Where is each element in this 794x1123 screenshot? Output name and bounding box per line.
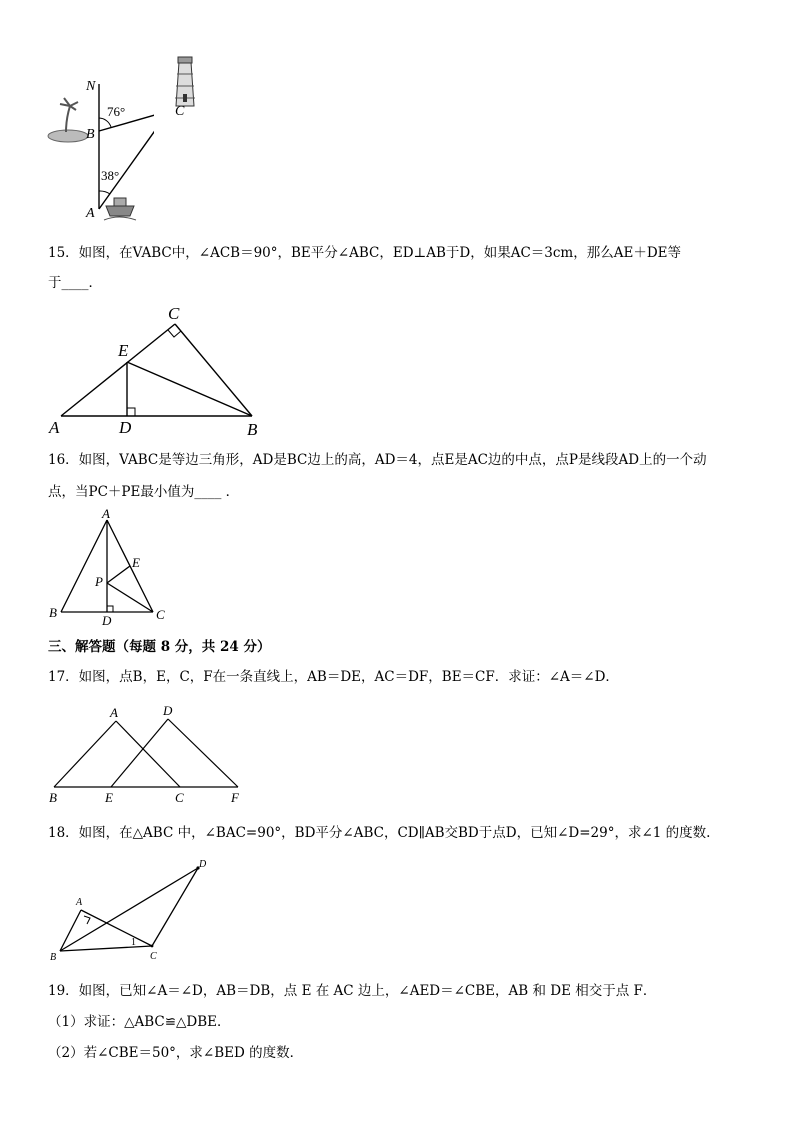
q17-label-f: F <box>231 790 239 805</box>
fig14-label-a: A <box>86 206 95 221</box>
q18-label-1: 1 <box>131 937 136 948</box>
q15-text-line2: 于____． <box>48 275 102 291</box>
q19-text-line3: （2）若∠CBE＝50°，求∠BED 的度数． <box>48 1045 304 1061</box>
q16-label-d: D <box>102 613 112 628</box>
q16-text-line2: 点，当PC＋PE最小值为____ ． <box>48 484 240 500</box>
q15-diagram <box>46 302 276 440</box>
q18-text-line1: 18．如图，在△ABC 中，∠BAC=90°，BD平分∠ABC，CD∥AB交BD于点D，已知∠D=29°，求∠1 的度数. <box>48 825 711 841</box>
q17-label-e: E <box>105 790 113 805</box>
fig14-diagram <box>44 54 154 226</box>
q18-label-c: C <box>150 951 157 962</box>
q15-label-c: C <box>168 304 180 323</box>
q15-text-line1: 15．如图，在VABC中，∠ACB＝90°，BE平分∠ABC，ED⊥AB于D，如果AC＝3cm，那么AE＋DE等 <box>48 245 682 261</box>
lighthouse-icon <box>170 54 200 108</box>
section-3-heading: 三、解答题（每题 8 分，共 24 分） <box>48 639 271 655</box>
island-icon <box>48 98 88 142</box>
q17-label-b: B <box>49 790 57 805</box>
q17-label-d: D <box>163 703 173 718</box>
q16-label-e: E <box>132 555 140 570</box>
fig14-label-b: B <box>86 127 95 142</box>
q19-text-line1: 19．如图，已知∠A＝∠D，AB＝DB，点 E 在 AC 边上，∠AED＝∠CBE，AB 和 DE 相交于点 F． <box>48 983 657 999</box>
fig14-angle-38: 38° <box>101 168 120 183</box>
q18-label-a: A <box>76 897 83 908</box>
q15-label-d: D <box>119 418 132 437</box>
q15-label-e: E <box>118 341 129 360</box>
q15-label-a: A <box>49 418 60 437</box>
q16-label-c: C <box>156 607 165 622</box>
q16-text-line1: 16．如图，VABC是等边三角形，AD是BC边上的高，AD＝4，点E是AC边的中点，点P是线段AD上的一个动 <box>48 452 707 468</box>
q16-label-a: A <box>102 506 110 521</box>
q15-label-b: B <box>247 420 258 439</box>
q16-label-p: P <box>95 574 103 589</box>
q17-text-line1: 17．如图，点B，E，C，F在一条直线上，AB＝DE，AC＝DF，BE＝CF．求证：∠A＝∠D． <box>48 669 619 685</box>
q17-label-c: C <box>175 790 184 805</box>
q18-diagram <box>46 854 216 964</box>
ship-icon <box>104 198 136 220</box>
fig14-label-c: C <box>175 104 185 119</box>
q17-diagram <box>46 703 250 807</box>
q18-label-d: D <box>199 859 207 870</box>
q16-label-b: B <box>49 605 57 620</box>
fig14-label-n: N <box>86 79 96 94</box>
q18-label-b: B <box>50 952 57 963</box>
q16-diagram <box>46 506 176 628</box>
fig14-angle-76: 76° <box>107 104 126 119</box>
q17-label-a: A <box>110 705 118 720</box>
q19-text-line2: （1）求证：△ABC≌△DBE． <box>48 1014 231 1030</box>
